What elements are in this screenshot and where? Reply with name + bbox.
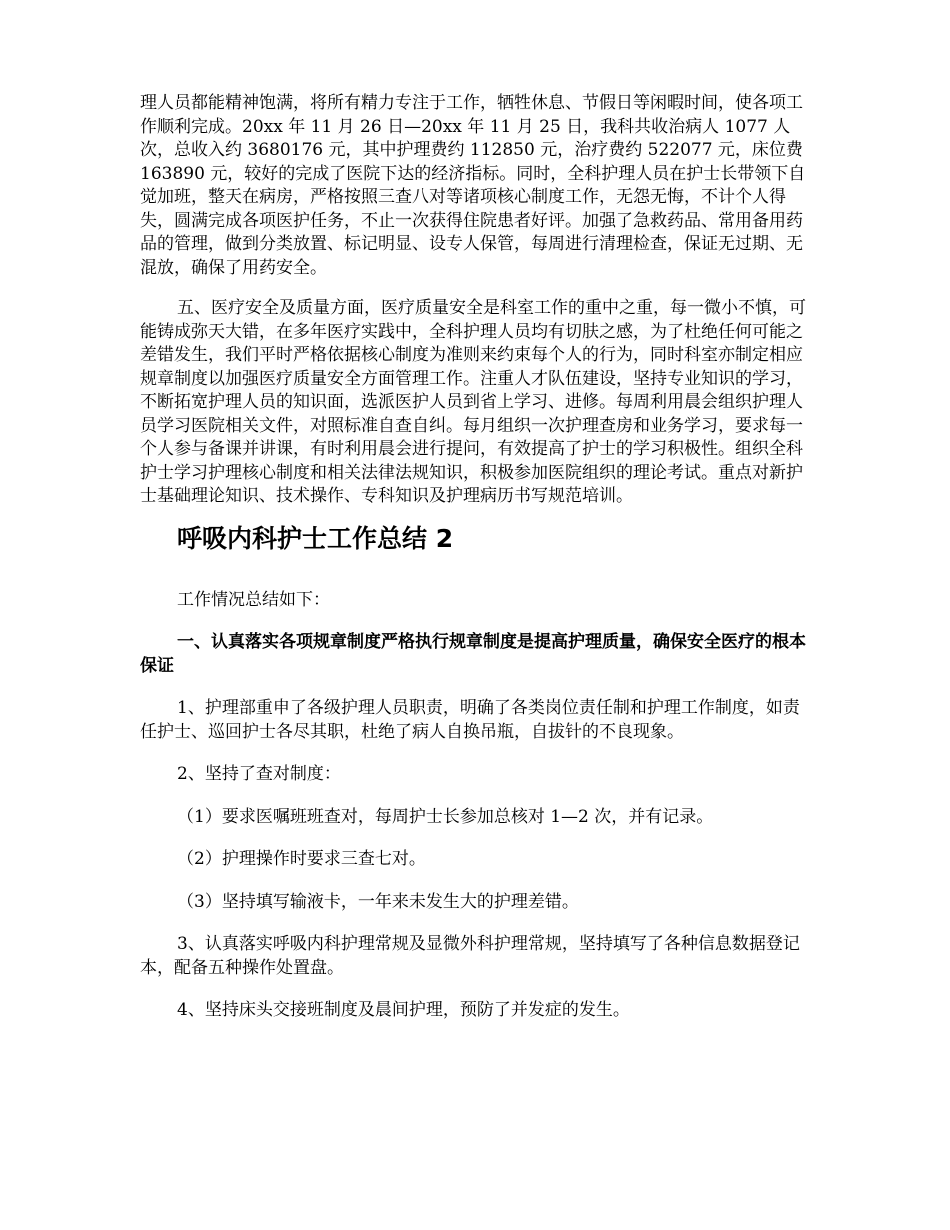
list-item-1: 1、护理部重申了各级护理人员职责，明确了各类岗位责任制和护理工作制度，如责任护士、巡回护士各尽其职，杜绝了病人自换吊瓶，自拔针的不良现象。 — [140, 698, 800, 742]
paragraph-medical-safety: 五、医疗安全及质量方面，医疗质量安全是科室工作的重中之重，每一微小不慎，可能铸成弥天大错，在多年医疗实践中，全科护理人员均有切肤之感，为了杜绝任何可能之差错发生，我们平时严格依据核心制度为准则来约束每个人的行为，同时科室亦制定相应规章制度以加强医疗质量安全方面管理工作。注重人才队伍建设，坚持专业知识的学习，不断拓宽护理人员的知识面，选派医护人员到省上学习、进修。每周利用晨会组织护理人员学习医院相关文件，对照标准自查自纠。每月组织一次护理查房和业务学习，要求每一个人参与备课并讲课，有时利用晨会进行提问，有效提高了护士的学习积极性。组织全科护士学习护理核心制度和相关法律法规知识，积极参加医院组织的理论考试。重点对新护士基础理论知识、技术操作、专科知识及护理病历书写规范培训。 — [140, 298, 806, 506]
sub-item-2: （2）护理操作时要求三查七对。 — [177, 849, 426, 869]
paragraph-intro: 工作情况总结如下： — [177, 589, 330, 610]
list-item-2: 2、坚持了查对制度： — [177, 764, 341, 784]
subsection-title: 一、认真落实各项规章制度严格执行规章制度是提高护理质量，确保安全医疗的根本保证 — [140, 632, 806, 676]
paragraph-staff-performance: 理人员都能精神饱满，将所有精力专注于工作，牺牲休息、节假日等闲暇时间，使各项工作顺利完成。20xx 年 11 月 26 日—20xx 年 11 月 25 日，我科共收治病人 1077 人次，总收入约 3680176 元，其中护理费约 112850 元，治疗费约 522077 元，床位费 163890 元，较好的完成了医院下达的经济指标。同时，全科护理人员在护士长带领下自觉加班，整天在病房，严格按照三查八对等诸项核心制度工作，无怨无悔，不计个人得失，圆满完成各项医护任务，不止一次获得住院患者好评。加强了急救药品、常用备用药品的管理，做到分类放置、标记明显、设专人保管，每周进行清理检查，保证无过期、无混放，确保了用药安全。 — [140, 93, 806, 278]
sub-item-1: （1）要求医嘱班班查对，每周护士长参加总核对 1—2 次，并有记录。 — [177, 806, 714, 827]
list-item-4: 4、坚持床头交接班制度及晨间护理，预防了并发症的发生。 — [177, 1000, 630, 1020]
section-heading: 呼吸内科护士工作总结 2 — [177, 523, 454, 553]
document-page — [140, 92, 812, 1023]
sub-item-3: （3）坚持填写输液卡，一年来未发生大的护理差错。 — [177, 891, 579, 912]
list-item-3: 3、认真落实呼吸内科护理常规及显微外科护理常规，坚持填写了各种信息数据登记本，配备五种操作处置盘。 — [140, 934, 800, 978]
